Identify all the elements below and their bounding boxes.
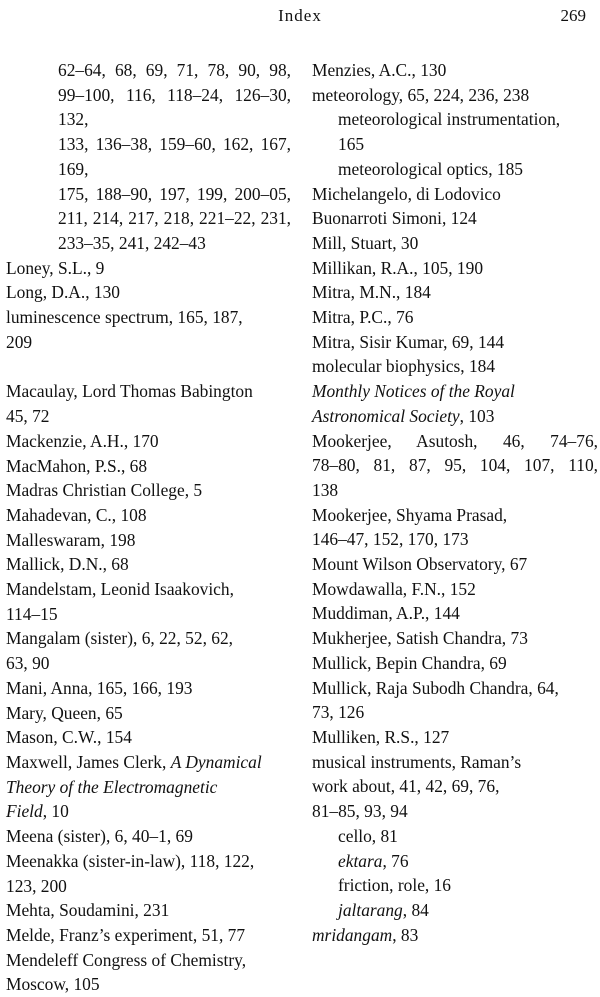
page-header-title: Index [278, 6, 322, 25]
index-entry: meteorology, 65, 224, 236, 238 [312, 84, 530, 105]
entry-line: Meenakka (sister-in-law), 118, 122, [6, 850, 255, 871]
entry-line: 99–100, 116, 118–24, 126–30, 132, [58, 84, 291, 130]
entry-line: 62–64, 68, 69, 71, 78, 90, 98, [58, 60, 291, 80]
index-entry: Mill, Stuart, 30 [312, 232, 419, 253]
index-subentry [312, 898, 598, 923]
entry-line: 175, 188–90, 197, 199, 200–05, [58, 183, 291, 204]
entry-line: meteorological instrumentation, [338, 109, 561, 130]
entry-line: Buonarroti Simoni, 124 [312, 208, 477, 229]
work-title-italic: Astronomical Society [312, 405, 460, 426]
entry-text: , 76 [382, 850, 409, 871]
entry-line: Mangalam (sister), 6, 22, 52, 62, [6, 628, 234, 649]
entry-line: Macaulay, Lord Thomas Babington [6, 381, 253, 402]
index-entry: Mallick, D.N., 68 [6, 554, 129, 575]
entry-line [312, 404, 598, 429]
index-entry: Mackenzie, A.H., 170 [6, 430, 159, 451]
entry-text: Maxwell, James Clerk, [6, 751, 171, 772]
entry-line: Mookerjee, Asutosh, 46, 74–76, [312, 430, 598, 451]
index-entry: Menzies, A.C., 130 [312, 60, 447, 80]
entry-line: musical instruments, Raman’s [312, 751, 522, 772]
index-entry [312, 379, 598, 428]
entry-text: , 84 [402, 899, 429, 920]
index-entry: Mary, Queen, 65 [6, 702, 123, 723]
index-entry: Mulliken, R.S., 127 [312, 726, 450, 747]
index-entry: Mason, C.W., 154 [6, 727, 132, 748]
index-entry: Long, D.A., 130 [6, 282, 120, 303]
work-title-italic: Theory of the Electromagnetic [6, 776, 218, 797]
entry-text: , 10 [42, 801, 69, 822]
index-entry [6, 750, 291, 824]
index-subentry: meteorological optics, 185 [338, 158, 523, 179]
index-subentry [312, 849, 598, 874]
work-title-italic: jaltarang [338, 899, 403, 920]
index-column-right [312, 58, 598, 947]
index-entry: Mahadevan, C., 108 [6, 504, 147, 525]
index-entry: Meena (sister), 6, 40–1, 69 [6, 826, 193, 847]
entry-line: 123, 200 [6, 875, 67, 896]
entry-line: Michelangelo, di Lodovico [312, 183, 501, 204]
index-entry: Mullick, Bepin Chandra, 69 [312, 652, 507, 673]
work-title-italic: mridangam [312, 924, 393, 945]
entry-line: 81–85, 93, 94 [312, 801, 408, 822]
index-subentry [312, 107, 598, 156]
index-entry: Mount Wilson Observatory, 67 [312, 554, 528, 575]
entry-line: 165 [338, 134, 365, 155]
entry-text: , 103 [459, 405, 495, 426]
entry-line: 63, 90 [6, 653, 50, 674]
index-entry: Mani, Anna, 165, 166, 193 [6, 677, 193, 698]
index-entry [312, 923, 598, 948]
index-entry: Mukherjee, Satish Chandra, 73 [312, 628, 528, 649]
entry-line: 146–47, 152, 170, 173 [312, 529, 469, 550]
index-entry: molecular biophysics, 184 [312, 356, 496, 377]
entry-line [6, 799, 291, 824]
entry-line: 233–35, 241, 242–43 [58, 232, 206, 253]
entry-line: 211, 214, 217, 218, 221–22, 231, [58, 208, 291, 229]
entry-line: luminescence spectrum, 165, 187, [6, 307, 243, 328]
index-subentry: cello, 81 [338, 825, 398, 846]
index-entry [6, 849, 291, 898]
index-entry [312, 182, 598, 231]
index-entry: Muddiman, A.P., 144 [312, 603, 460, 624]
index-entry: Melde, Franz’s experiment, 51, 77 [6, 924, 246, 945]
index-entry: Mowdawalla, F.N., 152 [312, 578, 476, 599]
index-entry: MacMahon, P.S., 68 [6, 455, 148, 476]
entry-line: 209 [6, 331, 33, 352]
entry-line: Mookerjee, Shyama Prasad, [312, 504, 508, 525]
index-entry-continuation [6, 58, 291, 256]
index-entry: Mitra, P.C., 76 [312, 307, 414, 328]
entry-line: 138 [312, 479, 339, 500]
index-entry [6, 305, 291, 354]
index-entry: Mitra, M.N., 184 [312, 282, 431, 303]
index-entry [6, 379, 291, 428]
work-title-italic: A Dynamical [170, 751, 262, 772]
index-entry [6, 626, 291, 675]
entry-line: Mullick, Raja Subodh Chandra, 64, [312, 677, 559, 698]
index-column-left [6, 58, 291, 997]
index-subentry: friction, role, 16 [338, 875, 452, 896]
entry-line: 78–80, 81, 87, 95, 104, 107, 110, [312, 455, 598, 476]
running-header [0, 4, 600, 30]
index-entry: Mehta, Soudamini, 231 [6, 900, 170, 921]
index-entry [312, 429, 598, 503]
entry-line: 73, 126 [312, 702, 365, 723]
index-entry [6, 577, 291, 626]
entry-line: work about, 41, 42, 69, 76, [312, 776, 500, 797]
entry-line: 114–15 [6, 603, 58, 624]
work-title-italic: ektara [338, 850, 383, 871]
entry-text: , 83 [392, 924, 419, 945]
letter-section-gap [6, 354, 291, 379]
work-title-italic: Field [6, 801, 43, 822]
index-entry: Millikan, R.A., 105, 190 [312, 257, 484, 278]
index-entry [312, 503, 598, 552]
entry-line: 133, 136–38, 159–60, 162, 167, 169, [58, 134, 291, 179]
entry-line [6, 750, 291, 775]
index-entry [312, 750, 598, 824]
index-entry: Malleswaram, 198 [6, 529, 136, 550]
entry-line: Mandelstam, Leonid Isaakovich, [6, 579, 234, 600]
entry-line: Moscow, 105 [6, 974, 100, 995]
index-entry [312, 676, 598, 725]
page-number: 269 [560, 6, 586, 25]
index-entry: Madras Christian College, 5 [6, 480, 203, 501]
entry-line: Mendeleff Congress of Chemistry, [6, 949, 247, 970]
entry-line: 45, 72 [6, 406, 50, 427]
work-title-italic: Monthly Notices of the Royal [312, 381, 515, 402]
index-entry [6, 948, 291, 997]
index-entry: Loney, S.L., 9 [6, 257, 105, 278]
index-entry: Mitra, Sisir Kumar, 69, 144 [312, 331, 505, 352]
